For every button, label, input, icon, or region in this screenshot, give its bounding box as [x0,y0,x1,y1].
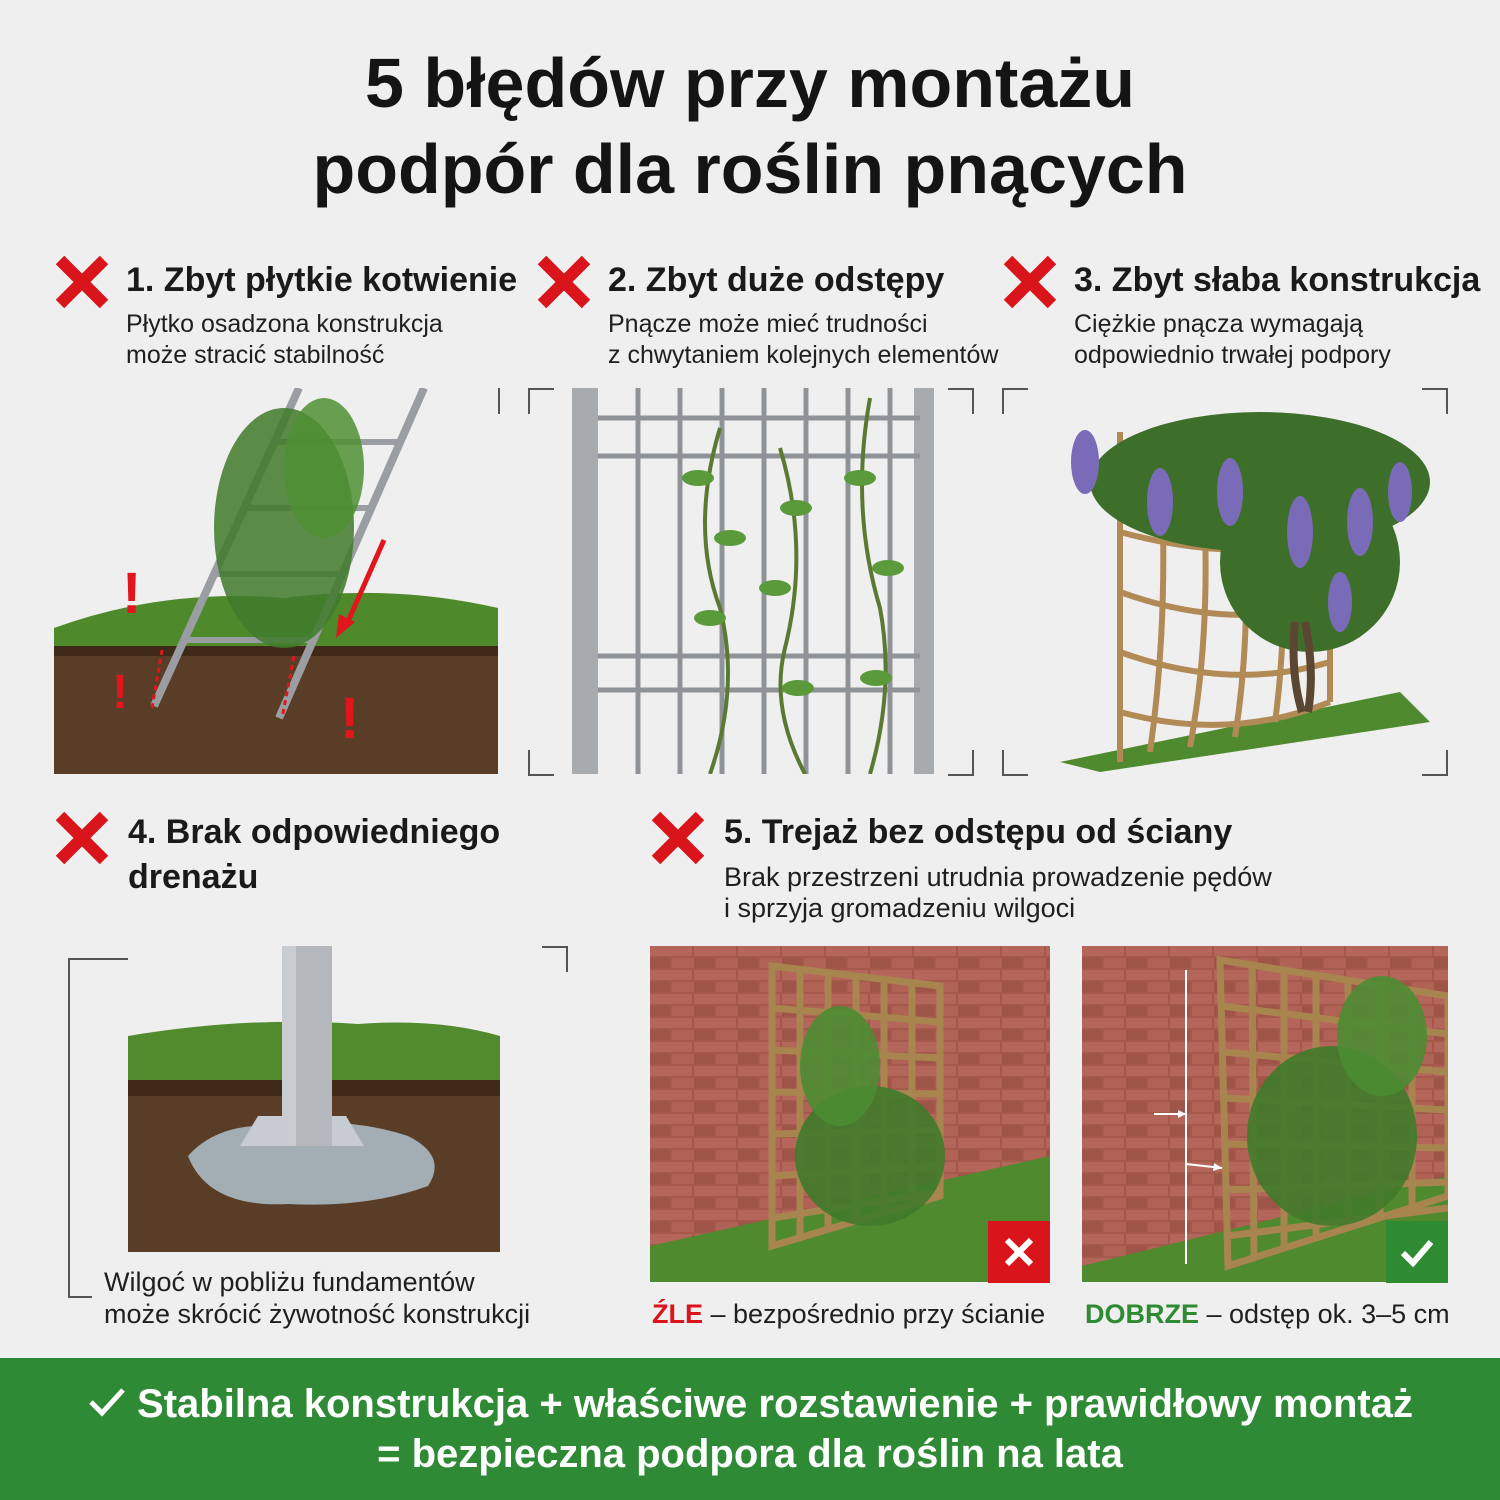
page-title-line-1: 5 błędów przy montażu [364,44,1136,122]
x-badge-icon [988,1221,1050,1283]
mistake-3-desc-line-1: Ciężkie pnącza wymagają [1074,310,1364,338]
poor-drainage-image [128,946,500,1252]
check-icon [87,1382,127,1430]
wide-spacing-image [570,388,936,774]
mistake-4-heading-line-2: drenażu [128,858,259,896]
frame-corner [542,946,568,972]
good-label: DOBRZE [1085,1299,1199,1329]
summary-banner [0,1358,1500,1500]
mistake-2-heading: 2. Zbyt duże odstępy [608,261,945,299]
mistake-1-x-icon [52,252,112,317]
mistake-1-desc-line-2: może stracić stabilność [126,341,385,369]
frame-corner [948,388,974,414]
summary-line-1 [0,1380,1500,1430]
good-caption [1085,1297,1450,1331]
bad-text: – bezpośrednio przy ścianie [703,1299,1046,1329]
mistake-1-heading: 1. Zbyt płytkie kotwienie [126,261,518,299]
mistake-1-desc-line-1: Płytko osadzona konstrukcja [126,310,443,338]
good-text: – odstęp ok. 3–5 cm [1199,1299,1450,1329]
svg-text:!: ! [340,686,360,751]
summary-line-1-text: Stabilna konstrukcja + właściwe rozstawienie + prawidłowy montaż [137,1382,1413,1426]
mistake-2-x-icon [534,252,594,317]
mistake-5-desc-line-2: i sprzyja gromadzeniu wilgoci [724,893,1076,923]
mistake-3-desc-line-2: odpowiednio trwałej podpory [1074,341,1391,369]
mistake-2-desc-line-1: Pnącze może mieć trudności [608,310,928,338]
mistake-3-x-icon [1000,252,1060,317]
frame-corner [1002,388,1028,414]
mistake-5-desc-line-1: Brak przestrzeni utrudnia prowadzenie pędów [724,862,1272,892]
check-badge-icon [1386,1221,1448,1283]
mistake-5-x-icon [648,808,708,873]
mistake-4-heading-line-1: 4. Brak odpowiedniego [128,813,501,851]
mistake-2-desc-line-2: z chwytaniem kolejnych elementów [608,341,999,369]
mistake-5-heading: 5. Trejaż bez odstępu od ściany [724,813,1233,851]
mistake-4-caption-line-2: może skrócić żywotność konstrukcji [104,1299,531,1329]
shallow-anchoring-image [54,388,498,774]
weak-structure-image [1040,392,1430,772]
frame-line [68,958,70,1298]
frame-corner [1002,750,1028,776]
bad-label: ŹLE [652,1299,703,1329]
frame-line [68,958,130,960]
frame-corner [528,388,554,414]
summary-line-2: = bezpieczna podpora dla roślin na lata [377,1432,1123,1476]
frame-corner [948,750,974,776]
mistake-4-x-icon [52,808,112,873]
frame-line [68,1296,92,1298]
mistake-4-caption-line-1: Wilgoć w pobliżu fundamentów [104,1267,475,1297]
frame-corner [528,750,554,776]
bad-caption [652,1297,1045,1331]
page-title-line-2: podpór dla roślin pnących [312,130,1188,208]
svg-text:!: ! [112,666,128,719]
svg-text:!: ! [122,561,142,626]
mistake-3-heading: 3. Zbyt słaba konstrukcja [1074,261,1481,299]
